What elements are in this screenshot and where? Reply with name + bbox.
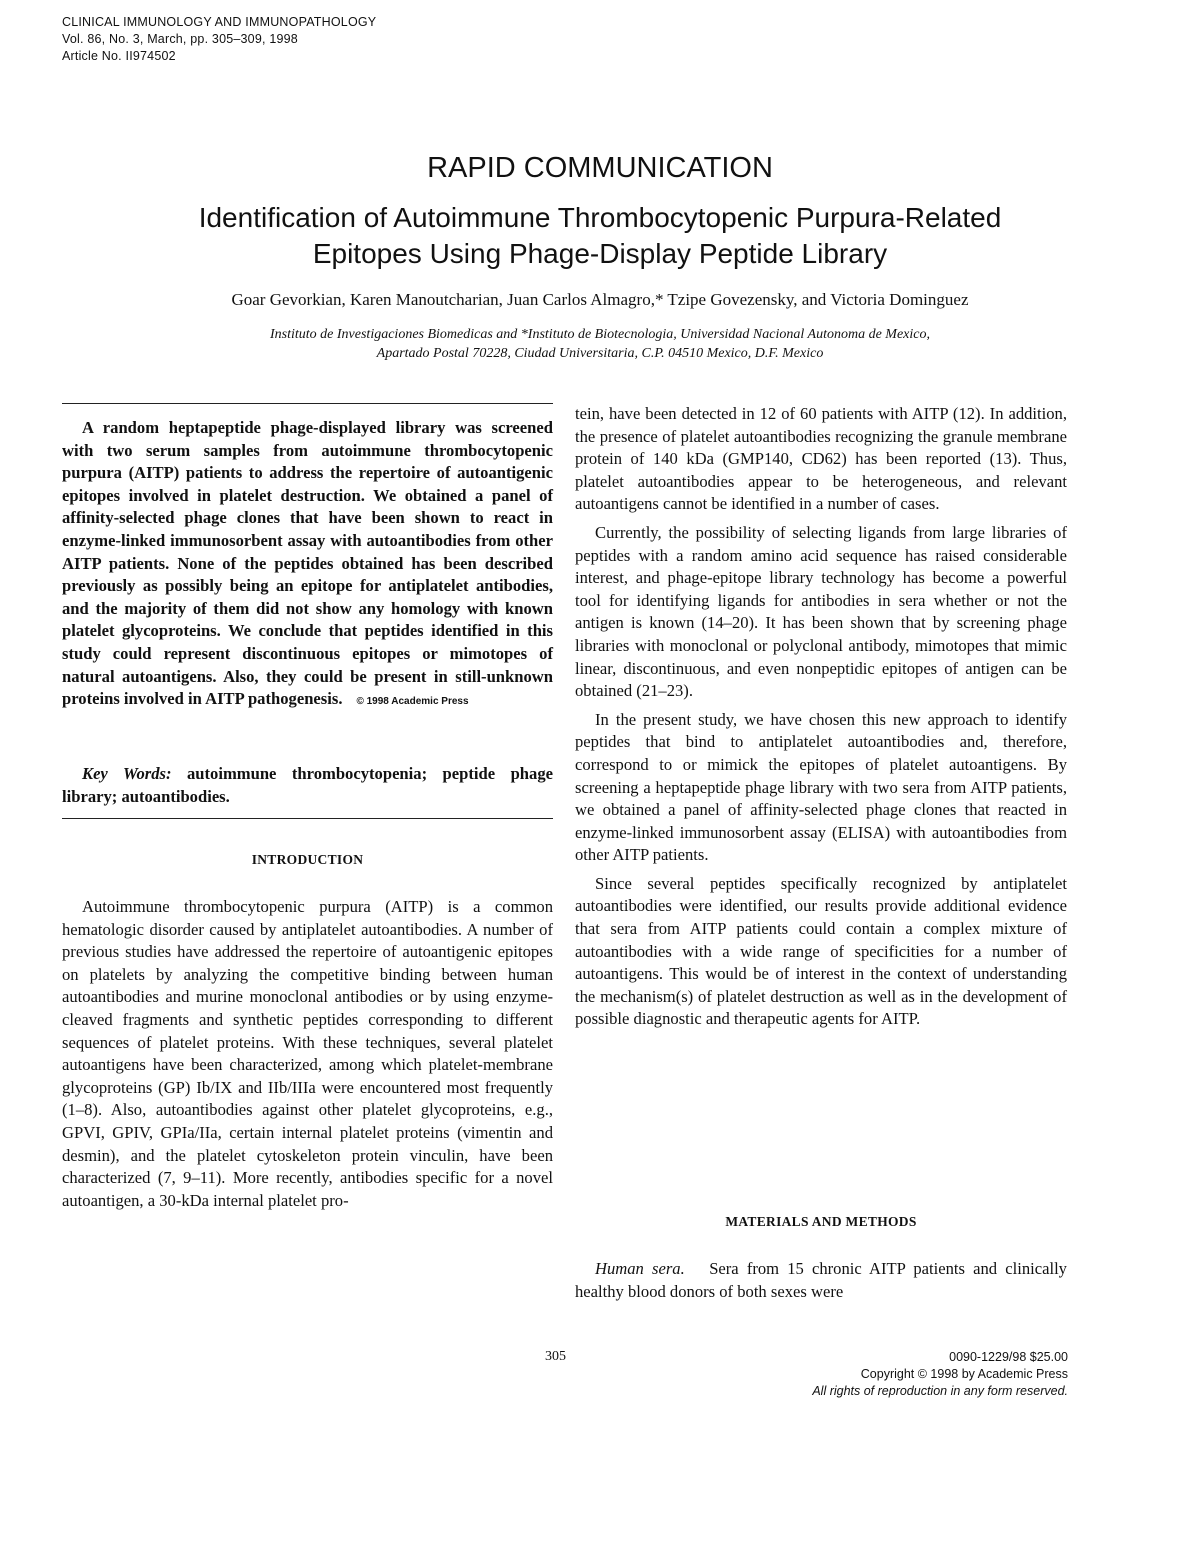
page-number: 305 [545, 1349, 566, 1364]
affiliation-line-1: Instituto de Investigaciones Biomedicas and *Instituto de Biotecnologia, Universidad Nacional Autonoma de Mexico, [270, 327, 930, 342]
journal-header [62, 14, 376, 65]
footer-price: 0090-1229/98 $25.00 [949, 1350, 1068, 1364]
right-column-paragraph-2: Currently, the possibility of selecting ligands from large libraries of peptides with a random amino acid sequence has raised considerable interest, and phage-epitope library technology has become a powerful tool for identifying ligands for antibodies in sera whether or not the antigen is known (14–20). It has been shown that by screening phage libraries with monoclonal or polyclonal antibody, mimotopes that mimic linear, discontinuous, and even nonpeptidic epitopes of antigen can be obtained (21–23). [575, 522, 1067, 701]
abstract-text: A random heptapeptide phage-displayed library was screened with two serum samples from autoimmune thrombocytopenic purpura (AITP) patients to address the repertoire of autoantigenic epitopes involved in platelet destruction. We obtained a panel of affinity-selected phage clones that have been shown to react in enzyme-linked immunosorbent assay with autoantibodies from other AITP patients. None of the peptides obtained has been described previously as possibly being an epitope for antiplatelet antibodies, and the majority of them did not show any homology with known platelet glycoproteins. We conclude that peptides identified in this study could represent discontinuous epitopes or mimotopes of natural autoantigens. Also, they could be present in still-unknown proteins involved in AITP pathogenesis. [62, 418, 553, 709]
right-column-paragraph-3: In the present study, we have chosen this new approach to identify peptides that bind to antiplatelet autoantibodies and, therefore, correspond to or mimick the epitopes of platelet autoantigens. By screening a heptapeptide phage library with two sera from AITP patients, we obtained a panel of affinity-selected phage clones that reacted in enzyme-linked immunosorbent assay (ELISA) with autoantibodies from other AITP patients. [575, 709, 1067, 865]
keywords-label: Key Words: [82, 764, 172, 783]
right-column-paragraph-4: Since several peptides specifically recognized by antiplatelet autoantibodies were identified, our results provide additional evidence that sera from AITP patients could contain a complex mixture of autoantibodies with a wide range of specificities for a number of autoantigens. This would be of interest in the context of understanding the mechanism(s) of platelet destruction as well as in the development of possible diagnostic and therapeutic agents for AITP. [575, 873, 1067, 1029]
methods-heading: MATERIALS AND METHODS [725, 1214, 917, 1229]
article-number: Article No. II974502 [62, 49, 176, 63]
title-line-2: Epitopes Using Phage-Display Peptide Library [312, 238, 888, 269]
abstract [62, 417, 553, 714]
human-sera-subheading: Human sera. [595, 1259, 685, 1278]
right-column-continuation: tein, have been detected in 12 of 60 patients with AITP (12). In addition, the presence of platelet autoantibodies recognizing the granule membrane protein of 140 kDa (GMP140, CD62) has been reported (13). Thus, platelet autoantibodies appear to be heterogeneous, and relevant autoantigens cannot be identified in a number of cases. [575, 404, 1067, 514]
introduction-paragraph: Autoimmune thrombocytopenic purpura (AITP) is a common hematologic disorder caused by antiplatelet autoantibodies. A number of previous studies have addressed the repertoire of autoantigenic epitopes on platelets by analyzing the competitive binding between human autoantibodies and murine monoclonal antibodies or by using enzyme-cleaved fragments and synthetic peptides corresponding to different sequences of platelet proteins. With these techniques, several platelet autoantigens have been characterized, among which platelet-membrane glycoproteins (GP) Ib/IX and IIb/IIIa were encountered most frequently (1–8). Also, autoantibodies against other platelet glycoproteins, e.g., GPVI, GPIV, GPIa/IIa, certain internal platelet proteins (vimentin and desmin), and the platelet cytoskeleton protein vinculin, have been characterized (7, 9–11). More recently, antibodies specific for a novel autoantigen, a 30-kDa internal platelet pro- [62, 897, 553, 1210]
section-label: RAPID COMMUNICATION [427, 152, 773, 184]
introduction-body [62, 896, 553, 1212]
abstract-copyright: © 1998 Academic Press [356, 696, 469, 708]
journal-volume-line: Vol. 86, No. 3, March, pp. 305–309, 1998 [62, 32, 298, 46]
article-title [60, 200, 1140, 272]
footer-rights: All rights of reproduction in any form reserved. [812, 1384, 1068, 1398]
human-sera-text: Sera from 15 chronic AITP patients and clinically healthy blood donors of both sexes were [575, 1259, 1067, 1301]
abstract-top-rule [62, 403, 553, 404]
affiliation-line-2: Apartado Postal 70228, Ciudad Universitaria, C.P. 04510 Mexico, D.F. Mexico [376, 346, 824, 361]
affiliation [40, 325, 1160, 363]
keywords [62, 763, 553, 808]
abstract-bottom-rule [62, 818, 553, 819]
methods-body [575, 1258, 1067, 1303]
title-line-1: Identification of Autoimmune Thrombocytopenic Purpura-Related [198, 202, 1002, 233]
journal-name: CLINICAL IMMUNOLOGY AND IMMUNOPATHOLOGY [62, 15, 377, 29]
keywords-text: autoimmune thrombocytopenia; peptide phage library; autoantibodies. [62, 764, 553, 806]
footer-copyright: Copyright © 1998 by Academic Press [860, 1367, 1068, 1381]
footer-copyright-block [760, 1349, 1068, 1400]
right-column-body [575, 403, 1067, 1031]
introduction-heading: INTRODUCTION [251, 852, 364, 867]
author-list: Goar Gevorkian, Karen Manoutcharian, Juan Carlos Almagro,* Tzipe Govezensky, and Victoria Dominguez [231, 290, 969, 309]
